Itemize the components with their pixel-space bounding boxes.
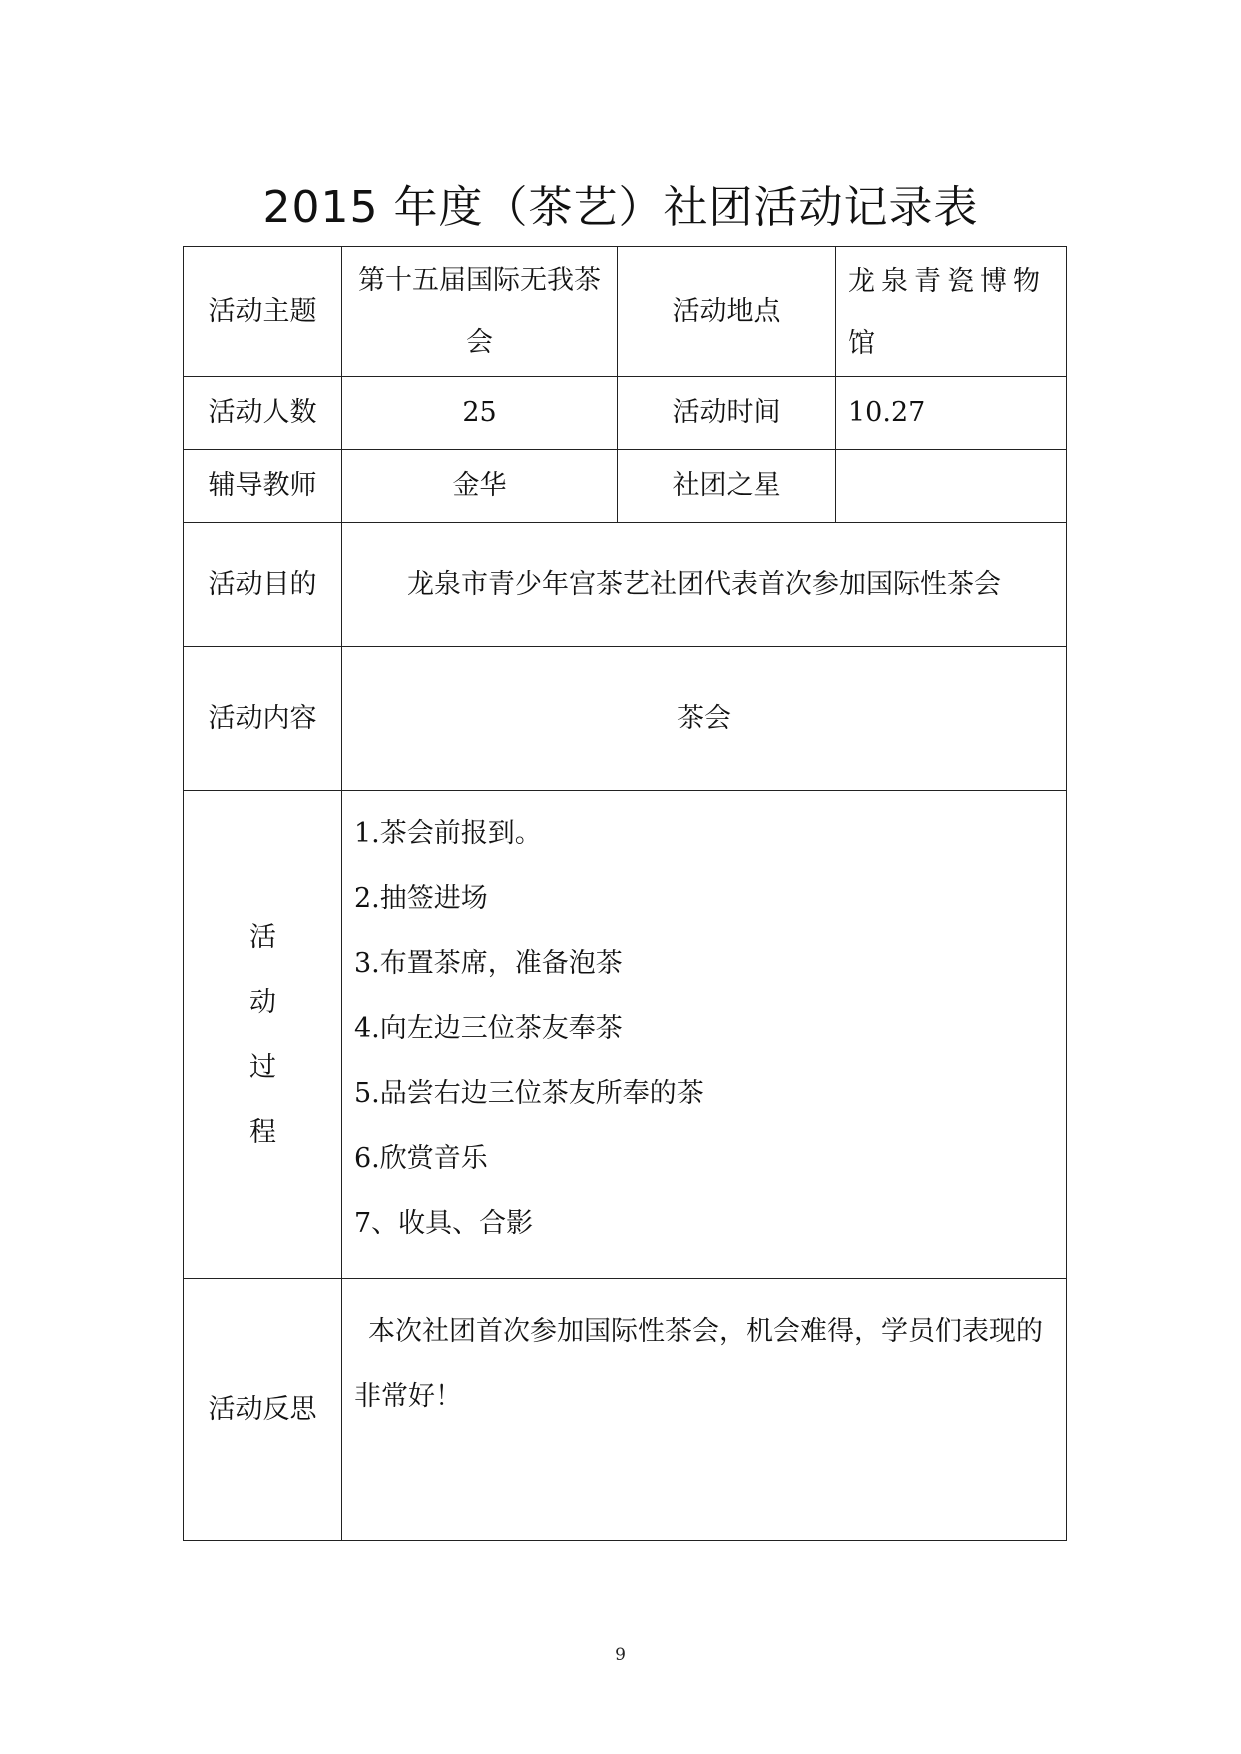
process-step: 4.向左边三位茶友奉茶 [354, 1013, 623, 1044]
purpose-label: 活动目的 [184, 523, 342, 647]
process-steps [342, 791, 1067, 1279]
star-value [836, 450, 1067, 523]
teacher-value: 金华 [342, 450, 618, 523]
time-label: 活动时间 [618, 377, 836, 450]
process-label [184, 791, 342, 1279]
process-step: 2.抽签进场 [354, 883, 488, 914]
activity-record-table [183, 246, 1067, 1541]
reflection-text: 本次社团首次参加国际性茶会，机会难得，学员们表现的非常好！ [354, 1316, 1043, 1412]
table-row [184, 647, 1067, 791]
process-label-char: 程 [249, 1116, 276, 1148]
table-row [184, 450, 1067, 523]
process-label-char: 动 [249, 986, 276, 1018]
table-row [184, 523, 1067, 647]
count-value: 25 [342, 377, 618, 450]
table-row [184, 791, 1067, 1279]
content-value: 茶会 [342, 647, 1067, 791]
process-step: 6.欣赏音乐 [354, 1143, 488, 1174]
topic-value: 第十五届国际无我茶会 [342, 247, 618, 377]
page-title: 2015 年度（茶艺）社团活动记录表 [262, 182, 979, 233]
process-step: 1.茶会前报到。 [354, 818, 542, 849]
reflection-label: 活动反思 [184, 1279, 342, 1541]
purpose-value: 龙泉市青少年宫茶艺社团代表首次参加国际性茶会 [342, 523, 1067, 647]
star-label: 社团之星 [618, 450, 836, 523]
table-row [184, 247, 1067, 377]
table-row [184, 1279, 1067, 1541]
place-label: 活动地点 [618, 247, 836, 377]
topic-label: 活动主题 [184, 247, 342, 377]
process-label-char: 过 [249, 1051, 276, 1083]
process-step: 5.品尝右边三位茶友所奉的茶 [354, 1078, 704, 1109]
process-label-char: 活 [249, 921, 276, 953]
process-step: 3.布置茶席，准备泡茶 [354, 948, 623, 979]
teacher-label: 辅导教师 [184, 450, 342, 523]
reflection-value [342, 1279, 1067, 1541]
count-label: 活动人数 [184, 377, 342, 450]
page-number: 9 [615, 1645, 626, 1665]
time-value: 10.27 [836, 377, 1067, 450]
table-row [184, 377, 1067, 450]
place-value: 龙泉青瓷博物馆 [836, 247, 1067, 377]
process-step: 7、收具、合影 [354, 1208, 534, 1239]
content-label: 活动内容 [184, 647, 342, 791]
